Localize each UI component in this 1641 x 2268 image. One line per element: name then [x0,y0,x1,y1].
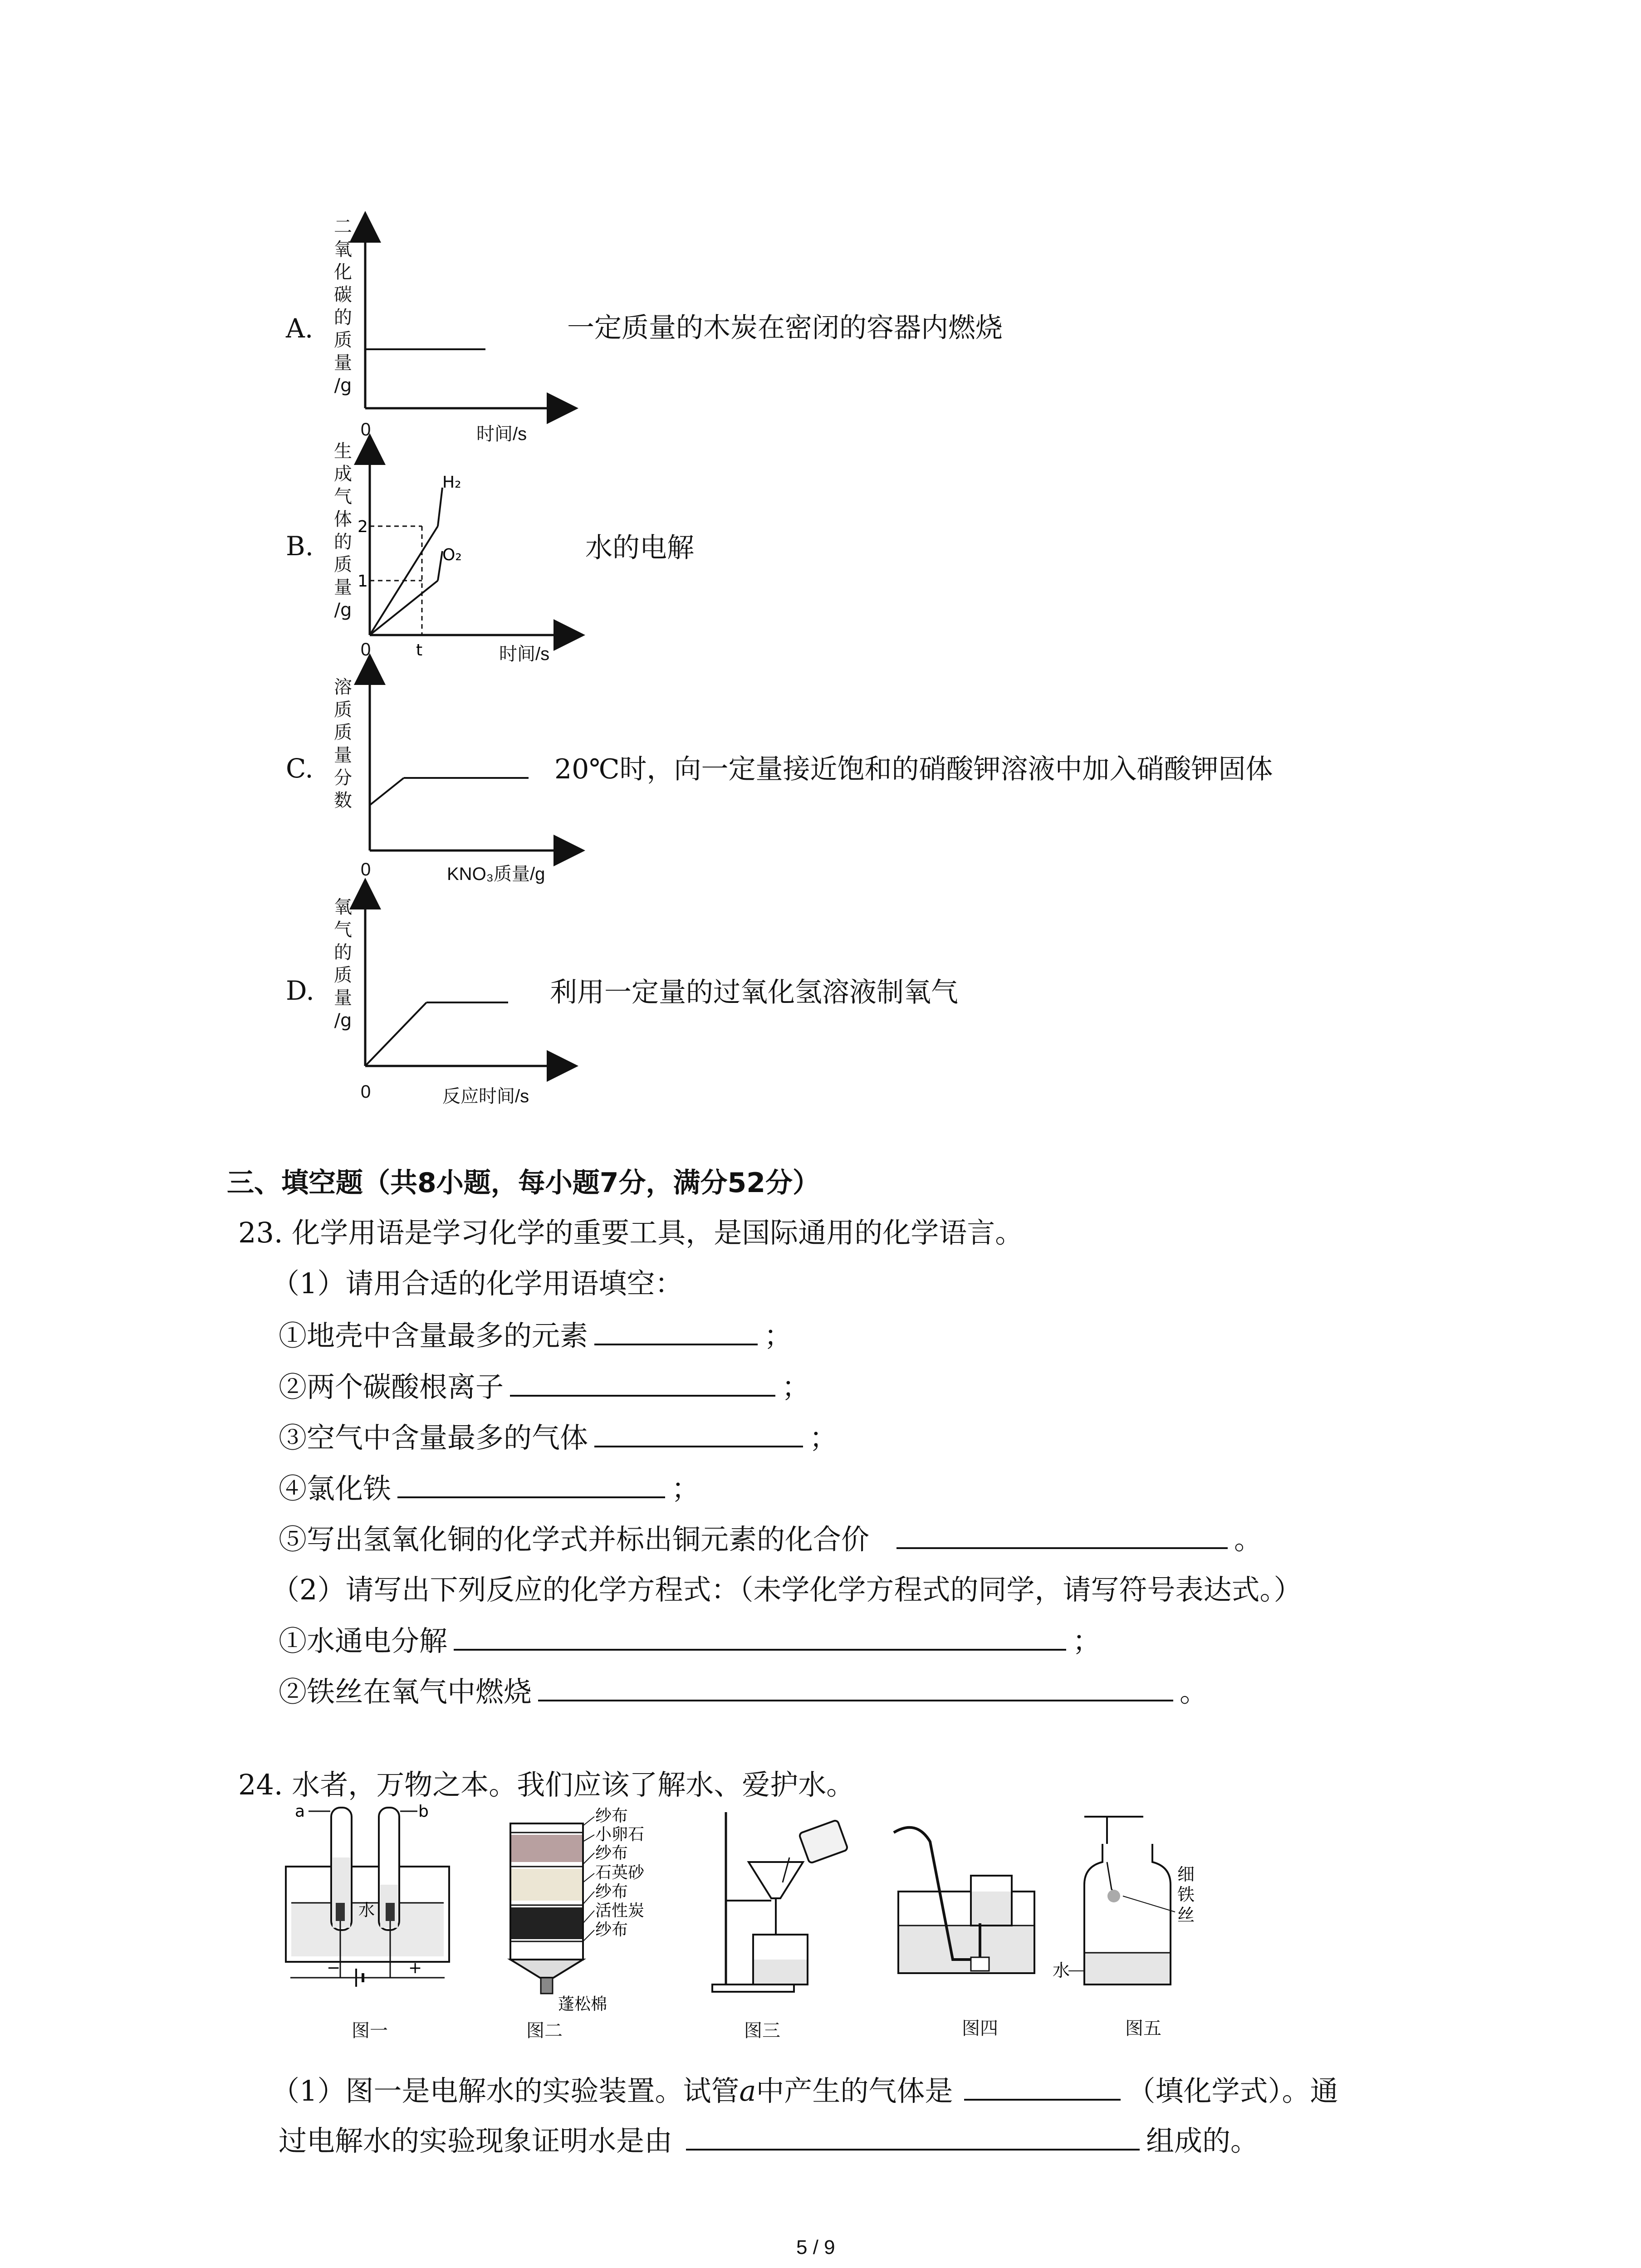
q24-part1-line1: （1）图一是电解水的实验装置。试管a中产生的气体是 （填化学式）。通 [271,2074,1338,2107]
q23-stem: 23. 化学用语是学习化学的重要工具，是国际通用的化学语言。 [238,1216,1024,1249]
figure-2-caption: 图二 [526,2020,563,2041]
svg-text:活性炭: 活性炭 [595,1901,645,1920]
q23-item-4: ④氯化铁 ； [279,1472,700,1505]
svg-text:铁: 铁 [1177,1885,1195,1905]
label-water: 水 [358,1901,375,1920]
option-c-origin: 0 [361,860,371,880]
q23-item-3: ③空气中含量最多的气体 ； [279,1421,838,1454]
option-c-letter: C. [286,753,314,784]
svg-text:细: 细 [1177,1864,1195,1884]
page-number: 5 / 9 [796,2236,835,2258]
tick-2: 2 [358,518,368,536]
label-b: b [418,1802,429,1821]
option-b-origin: 0 [361,640,371,660]
option-d-letter: D. [286,975,314,1006]
svg-text:纱布: 纱布 [595,1807,628,1825]
label-minus: − [327,1959,341,1977]
answer-blank[interactable] [454,1625,1066,1651]
option-d-description: 利用一定量的过氧化氢溶液制氧气 [550,977,958,1008]
answer-blank[interactable] [510,1371,775,1397]
o2-line [370,581,438,635]
svg-text:纱布: 纱布 [595,1882,628,1901]
q23-eq-2: ②铁丝在氧气中燃烧 。 [279,1675,1208,1708]
q24-part1-line2: 过电解水的实验现象证明水是由 组成的。 [279,2124,1259,2157]
q23-item-2: ②两个碳酸根离子 ； [279,1370,810,1403]
h2-label: H₂ [442,473,461,492]
rise-line [370,778,404,805]
q23-part2: （2）请写出下列反应的化学方程式：（未学化学方程式的同学，请写符号表达式。） [271,1573,1302,1606]
q23-part1: （1）请用合适的化学用语填空： [271,1267,683,1300]
rise-line [365,1002,426,1066]
answer-blank[interactable] [964,2075,1121,2101]
option-d-ylabel: 氧 气 的 质 量 /g [334,897,352,1031]
svg-text:水: 水 [1053,1960,1070,1980]
option-a-description: 一定质量的木炭在密闭的容器内燃烧 [567,312,1003,344]
option-d-xlabel: 反应时间/s [442,1086,529,1106]
option-a-ylabel: 二 氧 化 碳 的 质 量 /g [334,216,352,396]
tick-t: t [416,641,423,660]
option-d-origin: 0 [361,1082,371,1102]
label-a: a [295,1802,305,1821]
option-b-xlabel: 时间/s [499,644,550,664]
o2-label: O₂ [442,546,462,564]
svg-text:纱布: 纱布 [595,1844,628,1862]
answer-blank[interactable] [397,1473,665,1498]
option-c-xlabel: KNO₃质量/g [447,864,545,884]
tick-1: 1 [358,572,368,591]
section-heading: 三、填空题（共8小题，每小题7分，满分52分） [227,1167,820,1199]
svg-text:石英砂: 石英砂 [595,1863,645,1882]
figure-5-caption: 图五 [1125,2018,1161,2039]
answer-blank[interactable] [594,1422,803,1447]
option-b-letter: B. [286,531,314,562]
option-a-xlabel: 时间/s [476,424,527,444]
option-d-graph [354,885,572,1084]
answer-blank[interactable] [896,1524,1228,1549]
svg-text:小卵石: 小卵石 [595,1825,645,1844]
answer-blank[interactable] [686,2125,1140,2151]
answer-blank[interactable] [538,1676,1173,1701]
option-a-origin: 0 [361,420,371,440]
option-a-graph [354,218,572,426]
q23-item-1: ①地壳中含量最多的元素 ； [279,1319,793,1352]
q24-stem: 24. 水者，万物之本。我们应该了解水、爱护水。 [238,1768,855,1801]
svg-text:丝: 丝 [1177,1905,1195,1925]
figure-3-filtration [699,1808,871,1998]
label-plus: + [408,1959,422,1977]
q23-eq-1: ①水通电分解 ； [279,1624,1101,1657]
figure-4-gas-collection [885,1823,1057,1996]
option-a-letter: A. [286,313,314,344]
figure-1-electrolysis [281,1799,463,1998]
figure-2-filter [490,1796,681,2019]
figure-1-caption: 图一 [352,2020,388,2041]
option-b-ylabel: 生 成 气 体 的 质 量 /g [334,441,352,621]
svg-text:蓬松棉: 蓬松棉 [558,1995,607,2014]
figure-5-iron-combustion [1053,1799,1216,1998]
option-b-description: 水的电解 [585,532,694,564]
answer-blank[interactable] [594,1320,758,1345]
svg-text:纱布: 纱布 [595,1921,628,1939]
q23-item-5: ⑤写出氢氧化铜的化学式并标出铜元素的化合价 。 [279,1523,1263,1556]
option-c-ylabel: 溶 质 质 量 分 数 [334,677,352,811]
option-c-description: 20℃时，向一定量接近饱和的硝酸钾溶液中加入硝酸钾固体 [554,753,1273,785]
figure-3-caption: 图三 [744,2020,780,2041]
option-c-graph [354,660,581,869]
figure-4-caption: 图四 [962,2018,998,2039]
